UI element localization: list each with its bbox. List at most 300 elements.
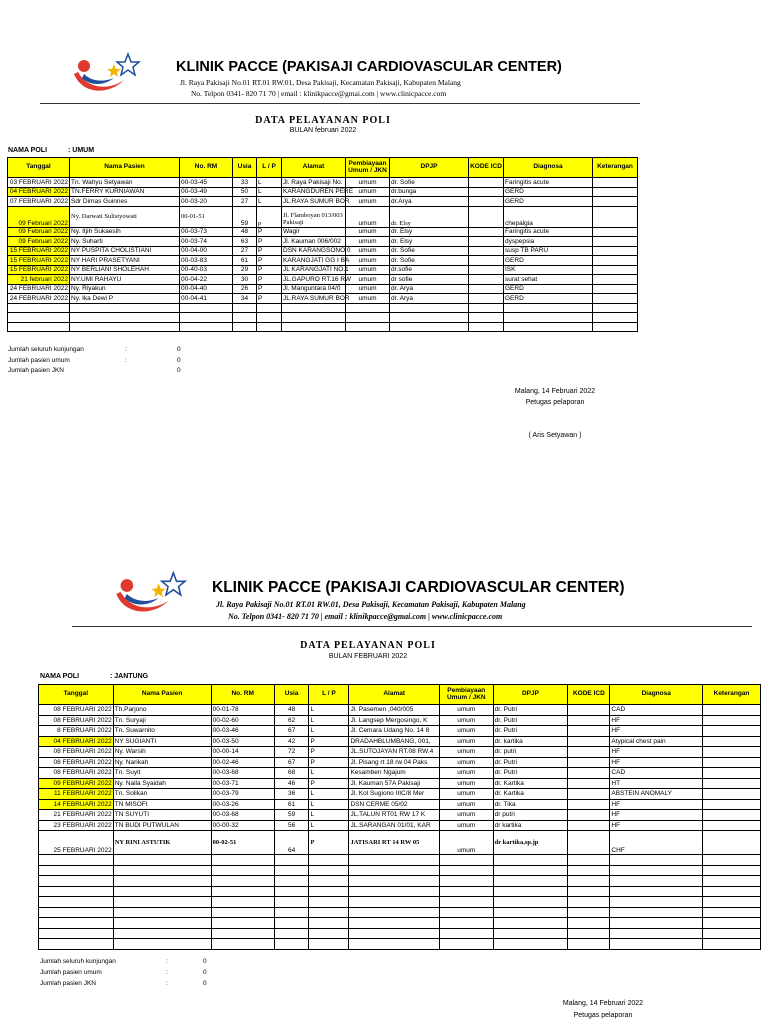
cell-dpjp: dr. Putri [493,768,568,779]
table-row [39,726,761,737]
empty-cell [349,876,440,887]
cell-dpjp: dr. Tika [493,799,568,810]
cell-lp: L [309,768,349,779]
cell-alamat: JL.GAPURO RT.16 RW [283,275,352,283]
empty-cell [568,865,610,876]
summary-label: Jumlah pasien JKN [8,367,64,374]
cell-kode-icd [568,705,610,716]
cell-no-rm: 00-00-32 [211,820,274,831]
empty-cell [610,855,703,866]
cell-usia: 36 [274,789,309,800]
empty-cell [703,928,761,939]
cell-lp: P [257,275,282,285]
cell-lp: L [309,715,349,726]
document-subtitle: BULAN FEBRUARI 2022 [328,653,408,660]
cell-keterangan [703,726,761,737]
empty-cell [703,897,761,908]
cell-dpjp: dr. Arya [390,284,469,294]
cell-alamat: Jl. Kauman 006/002 [282,237,346,247]
cell-dpjp: dr. Elsy [390,237,469,247]
cell-dpjp: dr putri [493,810,568,821]
cell-nama-pasien: NY PUSPITA CHOLISTIANI [70,246,180,256]
empty-cell [439,855,493,866]
empty-cell [568,907,610,918]
cell-alamat: Jl. Pisang rt 18 rw 04 Paks [349,757,440,768]
empty-cell [349,918,440,929]
empty-cell [39,939,114,950]
document-subtitle: BULAN februari 2022 [289,127,357,134]
clinic-address: Jl. Raya Pakisaji No.01 RT.01 RW.01, Desa Pakisaji, Kecamatan Pakisaji, Kabupaten Malang [180,78,461,87]
cell-keterangan [703,799,761,810]
cell-keterangan [703,715,761,726]
empty-cell [309,907,349,918]
table-row [39,799,761,810]
cell-diagnosa: Atypical chest pain [610,736,703,747]
empty-cell [211,897,274,908]
empty-cell [274,918,309,929]
cell-pembiayaan: umum [346,256,390,266]
empty-cell [274,907,309,918]
cell-pembiayaan: umum [439,799,493,810]
cell-alamat: Jl. Kauman 57A Pakisaji [349,778,440,789]
cell-dpjp: dr. Elsy [390,206,469,227]
column-header-no-rm: No. RM [211,685,274,705]
cell-nama-pasien: Tn. Suwarnito [113,726,211,737]
cell-usia: 46 [274,778,309,789]
empty-cell [309,939,349,950]
cell-no-rm: 00-04-22 [180,275,233,285]
empty-cell [703,907,761,918]
cell-dpjp: dr. Sofie [390,178,469,188]
empty-cell [568,886,610,897]
cell-lp: P [309,736,349,747]
cell-diagnosa: HF [610,726,703,737]
empty-cell [309,928,349,939]
cell-pembiayaan: umum [439,768,493,779]
empty-cell [439,865,493,876]
cell-tanggal: 23 FEBRUARI 2022 [39,820,114,831]
cell-tanggal: 15 FEBRUARI 2022 [8,256,70,266]
empty-cell [493,886,568,897]
cell-diagnosa: susp TB PARU [504,246,593,256]
empty-cell [568,855,610,866]
clinic-contact: No. Telpon 0341- 820 71 70 | email : klinikpacce@gmai.com | www.clinicpacce.com [228,612,503,621]
empty-cell [211,939,274,950]
empty-cell [309,897,349,908]
cell-nama-pasien: Tn. Wahyu Setyawan [70,178,180,188]
empty-cell [439,939,493,950]
cell-usia: 26 [233,284,257,294]
cell-usia: 48 [274,705,309,716]
cell-diagnosa: CAD [610,768,703,779]
cell-usia: 33 [233,178,257,188]
cell-usia: 59 [233,206,257,227]
table-row [39,820,761,831]
summary-label: Jumlah seluruh kunjungan [8,346,84,353]
cell-usia: 68 [274,768,309,779]
cell-tanggal: 08 FEBRUARI 2022 [39,768,114,779]
empty-cell [439,907,493,918]
header-divider [72,626,752,627]
table-row [39,778,761,789]
column-header-usia: Usia [233,158,257,178]
cell-pembiayaan: umum [439,757,493,768]
cell-lp: p [257,206,282,227]
cell-tanggal: 09 Februari 2022 [8,227,70,237]
empty-cell [274,855,309,866]
cell-tanggal: 15 FEBRUARI 2022 [8,265,70,275]
empty-cell [349,928,440,939]
cell-diagnosa: ABSTEIN ANOMALY [610,789,703,800]
cell-keterangan [703,768,761,779]
empty-cell [274,876,309,887]
empty-table-row [39,907,761,918]
poli-value: : UMUM [68,147,95,154]
cell-nama-pasien: Tn. Solikan [113,789,211,800]
document-title: DATA PELAYANAN POLI [255,115,391,126]
cell-pembiayaan: umum [439,726,493,737]
clinic-contact: No. Telpon 0341- 820 71 70 | email : klinikpacce@gmai.com | www.clinicpacce.com [191,89,447,98]
cell-pembiayaan: umum [439,705,493,716]
cell-pembiayaan: umum [439,820,493,831]
table-row [39,757,761,768]
cell-usia: 59 [274,810,309,821]
cell-usia: 56 [274,820,309,831]
empty-cell [309,865,349,876]
cell-kode-icd [568,810,610,821]
cell-usia: 48 [233,227,257,237]
summary-value: 0 [203,969,207,976]
poli-label: NAMA POLI [40,673,80,680]
empty-cell [703,876,761,887]
cell-nama-pasien: TN MISOFI [113,799,211,810]
document-title: DATA PELAYANAN POLI [300,640,436,651]
cell-usia: 72 [274,747,309,758]
column-header-tanggal: Tanggal [39,685,114,705]
signature-name: ( Aris Setyawan ) [528,432,582,439]
empty-table-row [39,855,761,866]
column-header-lp: L / P [257,158,282,178]
cell-alamat: JL.SUTOJAYAN RT.08 RW.4 [349,747,440,758]
cell-alamat: Kesamben Ngajum [349,768,440,779]
cell-pembiayaan: umum [439,715,493,726]
empty-cell [703,918,761,929]
cell-no-rm: 00-01-51 [180,206,233,227]
table-row [39,715,761,726]
empty-cell [39,907,114,918]
empty-cell [211,907,274,918]
table-row [39,831,761,855]
table-row [39,705,761,716]
empty-cell [274,886,309,897]
cell-diagnosa: HF [610,799,703,810]
cell-keterangan [703,820,761,831]
empty-cell [610,897,703,908]
cell-tanggal: 21 FEBRUARI 2022 [39,810,114,821]
cell-diagnosa: GERD [504,294,593,304]
empty-cell [39,855,114,866]
cell-lp: L [309,810,349,821]
empty-cell [113,939,211,950]
cell-kode-icd [568,799,610,810]
cell-tanggal: 21 februari 2022 [8,275,70,285]
empty-cell [309,876,349,887]
summary-value: 0 [177,367,181,374]
column-header-keterangan: Keterangan [593,158,638,178]
column-header-dpjp: DPJP [493,685,568,705]
empty-cell [568,897,610,908]
empty-table-row [39,876,761,887]
empty-cell [211,918,274,929]
cell-no-rm: 00-03-68 [211,810,274,821]
cell-tanggal: 11 FEBRUARI 2022 [39,789,114,800]
empty-table-row [39,928,761,939]
cell-pembiayaan: umum [346,187,390,197]
cell-diagnosa: HF [610,820,703,831]
cell-pembiayaan: umum [346,237,390,247]
cell-usia: 27 [233,197,257,207]
empty-cell [493,928,568,939]
cell-lp: L [309,726,349,737]
cell-pembiayaan: umum [346,197,390,207]
cell-lp: L [309,799,349,810]
empty-cell [439,886,493,897]
cell-diagnosa: dyspepsia [504,237,593,247]
cell-usia: 63 [233,237,257,247]
empty-cell [113,897,211,908]
cell-no-rm: 00-01-78 [211,705,274,716]
summary-value: 0 [203,980,207,987]
cell-lp: P [257,265,282,275]
cell-alamat: JL.RAYA SUMUR BOR [283,197,350,205]
empty-cell [568,939,610,950]
cell-tanggal: 14 FEBRUARI 2022 [39,799,114,810]
empty-cell [211,886,274,897]
cell-usia: 34 [233,294,257,304]
clinic-address: Jl. Raya Pakisaji No.01 RT.01 RW.01, Desa Pakisaji, Kecamatan Pakisaji, Kabupaten Malang [216,600,526,609]
cell-dpjp: dr. Putri [493,705,568,716]
signature-place-date: Malang, 14 Februari 2022 [562,1000,644,1007]
empty-cell [211,865,274,876]
cell-pembiayaan: umum [439,810,493,821]
cell-no-rm: 00-00-14 [211,747,274,758]
cell-keterangan [703,736,761,747]
empty-cell [493,876,568,887]
cell-pembiayaan: umum [346,294,390,304]
cell-pembiayaan: umum [346,227,390,237]
empty-table-row [39,865,761,876]
empty-cell [610,907,703,918]
cell-diagnosa: HF [610,715,703,726]
cell-diagnosa: GERD [504,187,593,197]
cell-keterangan [703,831,761,855]
cell-usia: 62 [274,715,309,726]
cell-alamat: Jl. Flamboyan 013/003 Pakisaji [282,206,346,227]
cell-no-rm: 00-03-74 [180,237,233,247]
column-header-nama-pasien: Nama Pasien [70,158,180,178]
cell-no-rm: 00-03-79 [211,789,274,800]
cell-alamat: Jl. Pasemen ,040/005 [349,705,440,716]
cell-alamat: KARANGDUREN PERE [283,188,354,196]
cell-tanggal: 09 Februari 2022 [8,237,70,247]
column-header-dpjp: DPJP [390,158,469,178]
cell-diagnosa: surat sehat [504,275,593,285]
summary-separator: : [166,969,168,976]
empty-cell [39,865,114,876]
empty-cell [349,907,440,918]
empty-cell [493,897,568,908]
empty-cell [274,928,309,939]
clinic-name: KLINIK PACCE (PAKISAJI CARDIOVASCULAR CENTER) [212,579,625,596]
cell-pembiayaan: umum [346,284,390,294]
column-header-keterangan: Keterangan [703,685,761,705]
empty-cell [568,876,610,887]
cell-tanggal: 09 Februari 2022 [8,206,70,227]
table-row [39,768,761,779]
column-header-lp: L / P [309,685,349,705]
empty-cell [610,918,703,929]
cell-no-rm: 00-03-46 [211,726,274,737]
cell-keterangan [703,778,761,789]
cell-kode-icd [568,715,610,726]
cell-dpjp: dr. Putri [493,757,568,768]
cell-pembiayaan: umum [439,736,493,747]
cell-dpjp: dr.bunga [390,187,469,197]
empty-cell [309,886,349,897]
cell-alamat: KARANGJATI GG I BA [283,256,350,264]
cell-nama-pasien: Th.Parjono [113,705,211,716]
empty-cell [309,855,349,866]
table-row [39,789,761,800]
clinic-name: KLINIK PACCE (PAKISAJI CARDIOVASCULAR CENTER) [176,59,562,75]
cell-usia: 27 [233,246,257,256]
cell-lp: L [257,187,282,197]
cell-tanggal: 15 FEBRUARI 2022 [8,246,70,256]
cell-dpjp: dr. kartika [493,736,568,747]
empty-cell [113,928,211,939]
cell-lp: L [257,197,282,207]
cell-diagnosa: ISK [504,265,593,275]
cell-keterangan [703,747,761,758]
cell-kode-icd [568,831,610,855]
cell-nama-pasien: TN BUDI PUTWULAN [113,820,211,831]
cell-kode-icd [568,757,610,768]
column-header-diagnosa: Diagnosa [504,158,593,178]
cell-tanggal: 08 FEBRUARI 2022 [39,757,114,768]
empty-cell [439,876,493,887]
cell-alamat: Wagir [282,227,346,237]
empty-cell [493,855,568,866]
cell-diagnosa: GERD [504,197,593,207]
empty-cell [211,876,274,887]
cell-alamat: Jl. Cemara Udang No. 14 8 [349,726,440,737]
empty-cell [568,918,610,929]
empty-cell [349,886,440,897]
empty-cell [113,876,211,887]
empty-cell [211,855,274,866]
cell-tanggal: 04 FEBRUARI 2022 [8,187,70,197]
cell-pembiayaan: umum [439,831,493,855]
cell-lp: P [309,778,349,789]
column-header-alamat: Alamat [282,158,346,178]
cell-no-rm: 00-02-60 [211,715,274,726]
cell-alamat: JL.SARANGAN 01/01, KAR [349,820,440,831]
cell-nama-pasien: NY BERLIANI SHOLEHAH [70,265,180,275]
cell-diagnosa: chepalgia [504,206,593,227]
column-header-kode-icd: KODE ICD [568,685,610,705]
cell-nama-pasien: TN.FERRY KURNIAWAN [70,187,180,197]
cell-no-rm: 00-03-49 [180,187,233,197]
cell-pembiayaan: umum [439,789,493,800]
empty-cell [610,928,703,939]
cell-no-rm: 00-03-71 [211,778,274,789]
cell-tanggal: 08 FEBRUARI 2022 [39,715,114,726]
empty-cell [113,865,211,876]
cell-pembiayaan: umum [346,275,390,285]
empty-cell [610,876,703,887]
empty-cell [274,939,309,950]
cell-no-rm: 00-02-46 [211,757,274,768]
empty-cell [349,855,440,866]
cell-alamat: DSN CERME 05/02 [349,799,440,810]
cell-dpjp: dr kartika [493,820,568,831]
signature-role: Petugas pelaporan [573,1012,633,1019]
cell-dpjp: dr. Sofie [390,256,469,266]
cell-usia: 30 [233,275,257,285]
cell-no-rm: 00-04-41 [180,294,233,304]
summary-label: Jumlah pasien JKN [40,980,96,987]
cell-usia: 67 [274,757,309,768]
summary-separator: : [125,346,127,353]
cell-alamat: Jl. Manguntara 04/0 [282,284,346,294]
cell-dpjp: dr. Sofie [390,246,469,256]
cell-tanggal: 25 FEBRUARI 2022 [39,831,114,855]
empty-cell [493,939,568,950]
cell-nama-pasien: TN SUYUTI [113,810,211,821]
cell-tanggal: 8 FEBRUARI 2022 [39,726,114,737]
cell-diagnosa: HT [610,778,703,789]
cell-nama-pasien: Ny. Naila Syaidah [113,778,211,789]
summary-separator: : [166,980,168,987]
cell-keterangan [703,810,761,821]
cell-dpjp: dr. Kartika [493,778,568,789]
cell-lp: L [309,789,349,800]
empty-cell [39,886,114,897]
empty-cell [439,918,493,929]
empty-cell [39,918,114,929]
empty-table-row [39,897,761,908]
cell-dpjp: dr sofie [390,275,469,285]
service-table [38,684,761,950]
cell-pembiayaan: umum [439,778,493,789]
cell-usia: 61 [274,799,309,810]
summary-label: Jumlah pasien umum [8,356,70,364]
table-row [39,736,761,747]
summary-value: 0 [177,346,181,353]
cell-dpjp: dr kartika,sp.jp [493,831,568,855]
cell-no-rm: 00-03-68 [211,768,274,779]
cell-kode-icd [568,778,610,789]
cell-tanggal: 03 FEBRUARI 2022 [8,178,70,188]
cell-kode-icd [568,747,610,758]
cell-diagnosa: CAD [610,705,703,716]
empty-cell [113,907,211,918]
cell-no-rm: 00-03-26 [211,799,274,810]
column-header-no-rm: No. RM [180,158,233,178]
cell-lp: P [257,294,282,304]
summary-label: Jumlah pasien umum [40,969,102,976]
cell-nama-pasien: Ny. Warsih [113,747,211,758]
